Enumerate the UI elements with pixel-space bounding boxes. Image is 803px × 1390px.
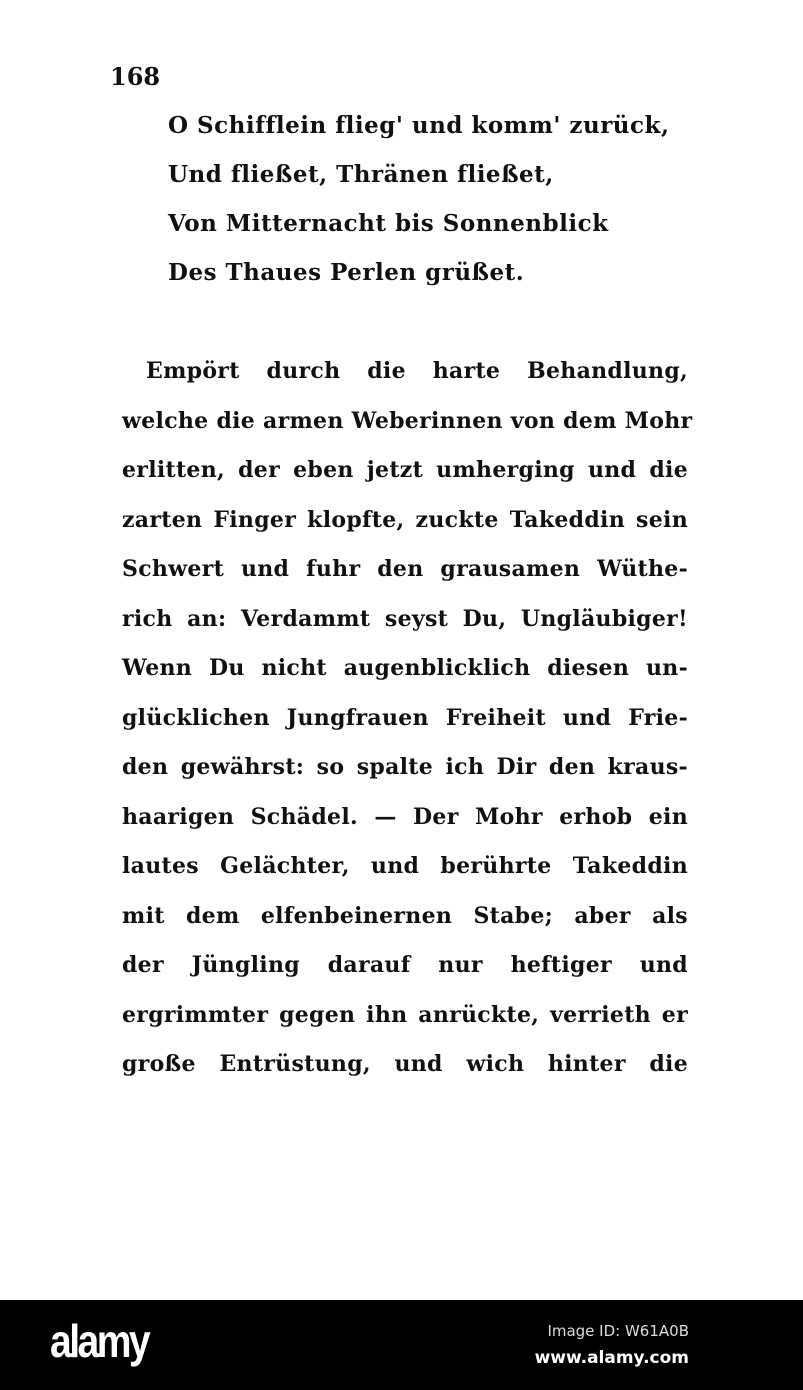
alamy-logo: alamy	[50, 1315, 149, 1367]
prose-line: den gewährst: so spalte ich Dir den kraus-	[122, 754, 688, 780]
poem-line: Von Mitternacht bis Sonnenblick	[168, 210, 609, 237]
prose-line: glücklichen Jungfrauen Freiheit und Frie-	[122, 704, 688, 731]
poem-line: Des Thaues Perlen grüßet.	[168, 259, 525, 286]
prose-line: der Jüngling darauf nur heftiger und	[122, 952, 688, 978]
poem-line: Und fließet, Thränen fließet,	[168, 161, 554, 188]
prose-line: Schwert und fuhr den grausamen Wüthe-	[122, 556, 688, 582]
prose-line: große Entrüstung, und wich hinter die	[122, 1051, 688, 1077]
page-number: 168	[110, 62, 161, 91]
prose-line: Wenn Du nicht augenblicklich diesen un-	[122, 655, 688, 681]
prose-line: lautes Gelächter, und berührte Takeddin	[122, 853, 688, 879]
poem-line: O Schifflein flieg' und komm' zurück,	[168, 112, 670, 139]
prose-line: ergrimmter gegen ihn anrückte, verrieth er	[122, 1001, 688, 1028]
prose-line: zarten Finger klopfte, zuckte Takeddin sein	[122, 506, 688, 533]
prose-line: erlitten, der eben jetzt umherging und die	[122, 457, 688, 483]
prose-paragraph	[122, 358, 693, 1101]
poem-stanza	[168, 112, 669, 308]
prose-line: rich an: Verdammt seyst Du, Ungläubiger!	[122, 605, 688, 632]
prose-line: welche die armen Weberinnen von dem Mohr	[122, 407, 693, 434]
watermark-footer	[0, 1300, 803, 1390]
image-id: Image ID: W61A0B	[547, 1322, 689, 1340]
prose-line: Empört durch die harte Behandlung,	[146, 358, 688, 384]
prose-line: mit dem elfenbeinernen Stabe; aber als	[122, 902, 688, 929]
prose-line: haarigen Schädel. — Der Mohr erhob ein	[122, 803, 688, 830]
site-url: www.alamy.com	[534, 1348, 689, 1368]
